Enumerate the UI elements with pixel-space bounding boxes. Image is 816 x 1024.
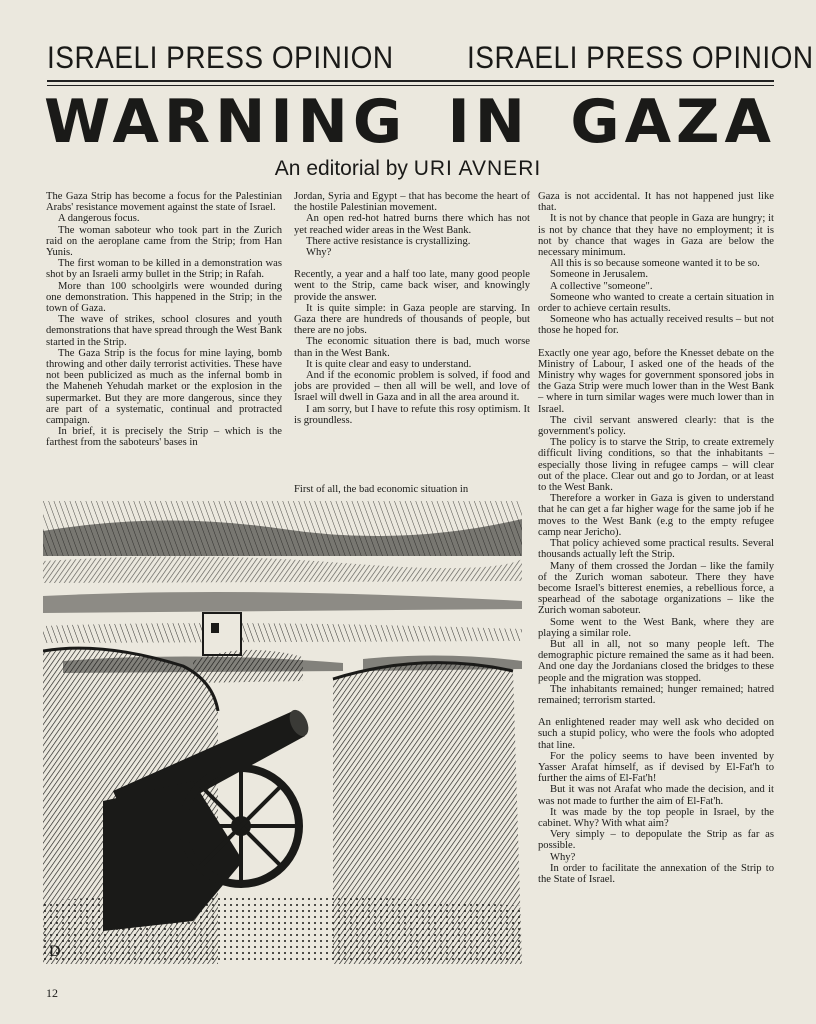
paragraph: There active resistance is crystallizing. [306,235,471,247]
article-column-1 [46,191,282,449]
paragraph: It is quite clear and easy to understand. [306,358,472,370]
paragraph: The Gaza Strip has become a focus for the Palestinian Arabs' resistance movement against the state of Israel. [46,191,282,214]
paragraph: The policy is to starve the Strip, to create extremely difficult living conditions, so that the inhabitants – especially those living in refugee camps – will clear out of the place. Clear out and go to Jordan, or at least to the West Bank. [538,437,774,494]
byline-prefix: An editorial by [274,157,408,180]
paragraph: But all in all, not so many people left. The demographic picture remained the same as it had been. And one day the Jordanians closed the bridges to these people and the migration was stopped. [538,638,774,684]
paragraph: The first woman to be killed in a demonstration was shot by an Israeli army bullet in the Strip; in Rafah. [46,258,282,281]
headline-word-2: IN [447,87,531,157]
paragraph: The Gaza Strip is the focus for mine laying, bomb throwing and other daily terrorist activities. These have not been publicized as much as the infernal bomb in the Maheneh Yehudah market or the explosion in the supermarket. But they are more dangerous, since they are part of a systematic, continual and protracted campaign. [46,347,282,427]
kicker-right: ISRAELI PRESS OPINION [467,40,814,75]
paragraph: Recently, a year and a half too late, many good people went to the Strip, came back wiser, and knowingly provide the answer. [294,269,530,303]
paragraph: Gaza is not accidental. It has not happened just like that. [538,191,774,214]
byline-author: URI AVNERI [413,157,542,180]
headline [44,86,776,158]
paragraph: And if the economic problem is solved, if food and jobs are provided – then all will be well, and love of Israel will dwell in Gaza and in all the area around it. [294,370,530,404]
svg-text:D: D [49,943,61,960]
paragraph: Someone who has actually received results – but not those he hoped for. [538,314,774,337]
paragraph: Jordan, Syria and Egypt – that has become the heart of the hostile Palestinian movement. [294,191,530,214]
paragraph: All this is so because someone wanted it to be so. [550,258,760,270]
paragraph: An open red-hot hatred burns there which has not yet reached wider areas in the West Bank. [294,213,530,236]
paragraph: Therefore a worker in Gaza is given to understand that he can get a far higher wage for the same job if he moves to the West Bank (e.g to the empty refugee camp near Jericho). [538,493,774,538]
paragraph: The inhabitants remained; hunger remained; hatred remained; terrorism started. [538,683,774,706]
paragraph: It was made by the top people in Israel, by the cabinet. Why? With what aim? [538,806,774,829]
paragraph: Very simply – to depopulate the Strip as far as possible. [538,829,774,852]
paragraph: Why? [306,247,332,259]
paragraph: That policy achieved some practical results. Several thousands actually left the Strip. [538,538,774,561]
paragraph: First of all, the bad economic situation in [294,484,469,495]
paragraph: In order to facilitate the annexation of the Strip to the State of Israel. [538,862,774,885]
paragraph: Some went to the West Bank, where they are playing a similar role. [538,616,774,639]
paragraph: I am sorry, but I have to refute this rosy optimism. It is groundless. [294,403,530,426]
paragraph: In brief, it is precisely the Strip – which is the farthest from the saboteurs' bases in [46,426,282,449]
paragraph: A collective "someone". [550,280,653,292]
paragraph: Exactly one year ago, before the Knesset debate on the Ministry of Labour, I asked one of the heads of the Ministry why wages for government sponsored jobs in the Gaza Strip were much lower than in the West Bank – where in turn similar wages were much lower than in Israel. [538,347,774,415]
paragraph: For the policy seems to have been invented by Yasser Arafat himself, as if devised by El-Fat'h to further the aims of El-Fat'h! [538,750,774,785]
paragraph: Why? [550,851,576,863]
headline-word-3: GAZA [570,87,776,157]
cannon-illustration [43,501,522,964]
paragraph: Someone in Jerusalem. [550,269,648,281]
paragraph: But it was not Arafat who made the decision, and it was not made to further the aim of El-Fat'h. [538,784,774,807]
paragraph: The woman saboteur who took part in the Zurich raid on the aeroplane came from the Strip; from Han Yunis. [46,224,282,259]
paragraph: The economic situation there is bad, much worse than in the West Bank. [294,336,530,359]
paragraph: More than 100 schoolgirls were wounded during one demonstration. This happened in the Strip; in the town of Gaza. [46,280,282,315]
kicker-left: ISRAELI PRESS OPINION [47,40,394,75]
paragraph: Many of them crossed the Jordan – like the family of the Zurich woman saboteur. There they have become Israel's bitterest enemies, a rebellious force, a spearhead of the sabotage organizations – like the Zurich woman saboteur. [538,560,774,617]
paragraph: The civil servant answered clearly: that is the government's policy. [538,414,774,438]
paragraph: It is not by chance that people in Gaza are hungry; it is not by chance that they have no employment; it is not by chance that wages in Gaza are below the necessary minimum. [538,213,774,259]
paragraph: An enlightened reader may well ask who decided on such a stupid policy, who were the fools who adopted that line. [538,717,774,751]
byline [0,157,816,181]
masthead-rule-thick [47,80,774,82]
paragraph: It is quite simple: in Gaza people are starving. In Gaza there are hundreds of thousands of people, but there are no jobs. [294,302,530,337]
headline-word-1: WARNING [44,87,408,157]
paragraph: The wave of strikes, school closures and youth demonstrations that have spread through the West Bank started in the Strip. [46,314,282,348]
article-column-3 [538,191,774,885]
page-number: 12 [46,986,58,1000]
article-column-2-continuation [294,484,530,495]
paragraph: A dangerous focus. [58,213,140,225]
paragraph: Someone who wanted to create a certain situation in order to achieve certain results. [538,291,774,315]
article-column-2 [294,191,530,426]
